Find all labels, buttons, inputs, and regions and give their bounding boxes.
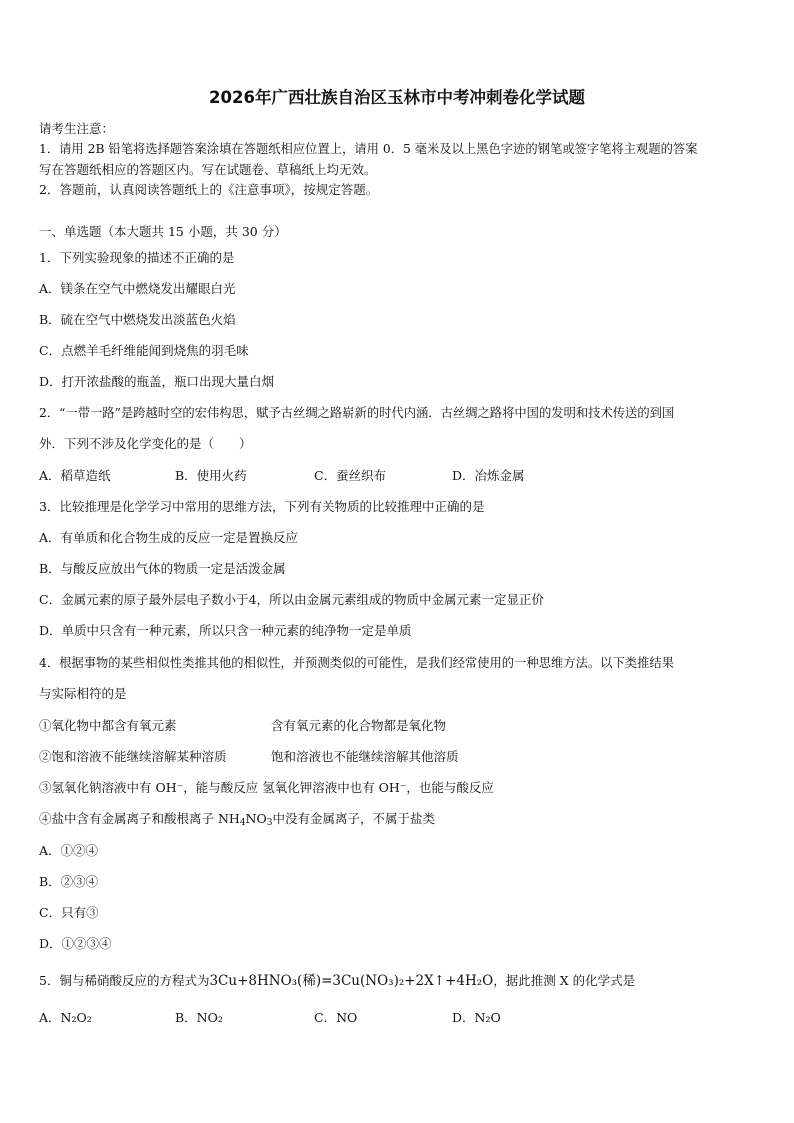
q4-s4-part-a: ④盐中含有金属离子和酸根离子 NH — [39, 811, 240, 826]
q4-statement-1b: 含有氧元素的化合物都是氧化物 — [271, 718, 447, 733]
q5-stem — [39, 973, 635, 989]
q5-equation: 3Cu+8HNO₃(稀)=3Cu(NO₃)₂+2X↑+4H₂O — [209, 973, 494, 989]
q4-option-a: A．①②④ — [39, 843, 99, 858]
q4-option-d: D．①②③④ — [39, 936, 112, 951]
q5-option-b: B．NO₂ — [175, 1010, 223, 1025]
q3-option-d: D．单质中只含有一种元素，所以只含一种元素的纯净物一定是单质 — [39, 623, 412, 638]
q4-s4-sub-3: 3 — [266, 818, 273, 828]
q2-option-b: B．使用火药 — [175, 468, 247, 483]
q4-s4-sub-4: 4 — [239, 818, 246, 828]
q4-statement-4 — [39, 811, 435, 831]
q2-option-c: C．蚕丝织布 — [314, 468, 387, 483]
q5-stem-pre: 5．铜与稀硝酸反应的方程式为 — [39, 973, 210, 988]
section-heading: 一、单选题（本大题共 15 小题，共 30 分） — [39, 224, 287, 239]
notice-line-1b: 写在答题纸相应的答题区内。写在试题卷、草稿纸上均无效。 — [39, 162, 377, 177]
notice-line-2: 2．答题前，认真阅读答题纸上的《注意事项》，按规定答题。 — [39, 182, 379, 197]
q5-option-d: D．N₂O — [452, 1010, 501, 1025]
q1-option-b: B．硫在空气中燃烧发出淡蓝色火焰 — [39, 312, 236, 327]
page-title: 2026年广西壮族自治区玉林市中考冲刺卷化学试题 — [209, 88, 585, 107]
q5-option-a: A．N₂O₂ — [39, 1010, 92, 1025]
q5-stem-post: ，据此推测 X 的化学式是 — [493, 973, 636, 988]
q3-option-c: C．金属元素的原子最外层电子数小于4，所以由金属元素组成的物质中金属元素一定显正价 — [39, 592, 545, 607]
notice-heading: 请考生注意： — [39, 121, 115, 136]
q3-option-a: A．有单质和化合物生成的反应一定是置换反应 — [39, 530, 299, 545]
q4-statement-2b: 饱和溶液也不能继续溶解其他溶质 — [271, 749, 459, 764]
q1-option-c: C．点燃羊毛纤维能闻到烧焦的羽毛味 — [39, 343, 249, 358]
q3-option-b: B．与酸反应放出气体的物质一定是活泼金属 — [39, 561, 286, 576]
q2-option-d: D．冶炼金属 — [452, 468, 525, 483]
q4-statement-1a: ①氧化物中都含有氧元素 — [39, 718, 177, 733]
q2-option-a: A．稻草造纸 — [39, 468, 111, 483]
q1-option-a: A．镁条在空气中燃烧发出耀眼白光 — [39, 281, 236, 296]
q1-option-d: D．打开浓盐酸的瓶盖，瓶口出现大量白烟 — [39, 374, 275, 389]
q4-s4-part-e: 中没有金属离子，不属于盐类 — [272, 811, 435, 826]
q1-stem: 1．下列实验现象的描述不正确的是 — [39, 250, 235, 265]
q4-stem-2: 与实际相符的是 — [39, 686, 127, 701]
q5-option-c: C．NO — [314, 1010, 358, 1025]
q4-option-b: B．②③④ — [39, 874, 99, 889]
q2-stem-1: 2．“一带一路”是跨越时空的宏伟构思，赋予古丝绸之路崭新的时代内涵．古丝绸之路将中国的发明和技术传送的到国 — [39, 406, 675, 420]
q4-stem-1: 4．根据事物的某些相似性类推其他的相似性，并预测类似的可能性，是我们经常使用的一种思维方法。以下类推结果 — [39, 656, 674, 670]
q2-stem-2: 外．下列不涉及化学变化的是（ ） — [39, 436, 252, 451]
q4-s4-part-c: NO — [245, 811, 267, 826]
q3-stem: 3．比较推理是化学学习中常用的思维方法，下列有关物质的比较推理中正确的是 — [39, 499, 485, 514]
q4-statement-2a: ②饱和溶液不能继续溶解某种溶质 — [39, 749, 227, 764]
q4-statement-3: ③氢氧化钠溶液中有 OH⁻，能与酸反应 氢氧化钾溶液中也有 OH⁻，也能与酸反应 — [39, 780, 494, 795]
q4-option-c: C．只有③ — [39, 905, 99, 920]
notice-line-1a: 1．请用 2B 铅笔将选择题答案涂填在答题纸相应位置上，请用 0．5 毫米及以上黑色字迹的钢笔或签字笔将主观题的答案 — [39, 142, 698, 156]
